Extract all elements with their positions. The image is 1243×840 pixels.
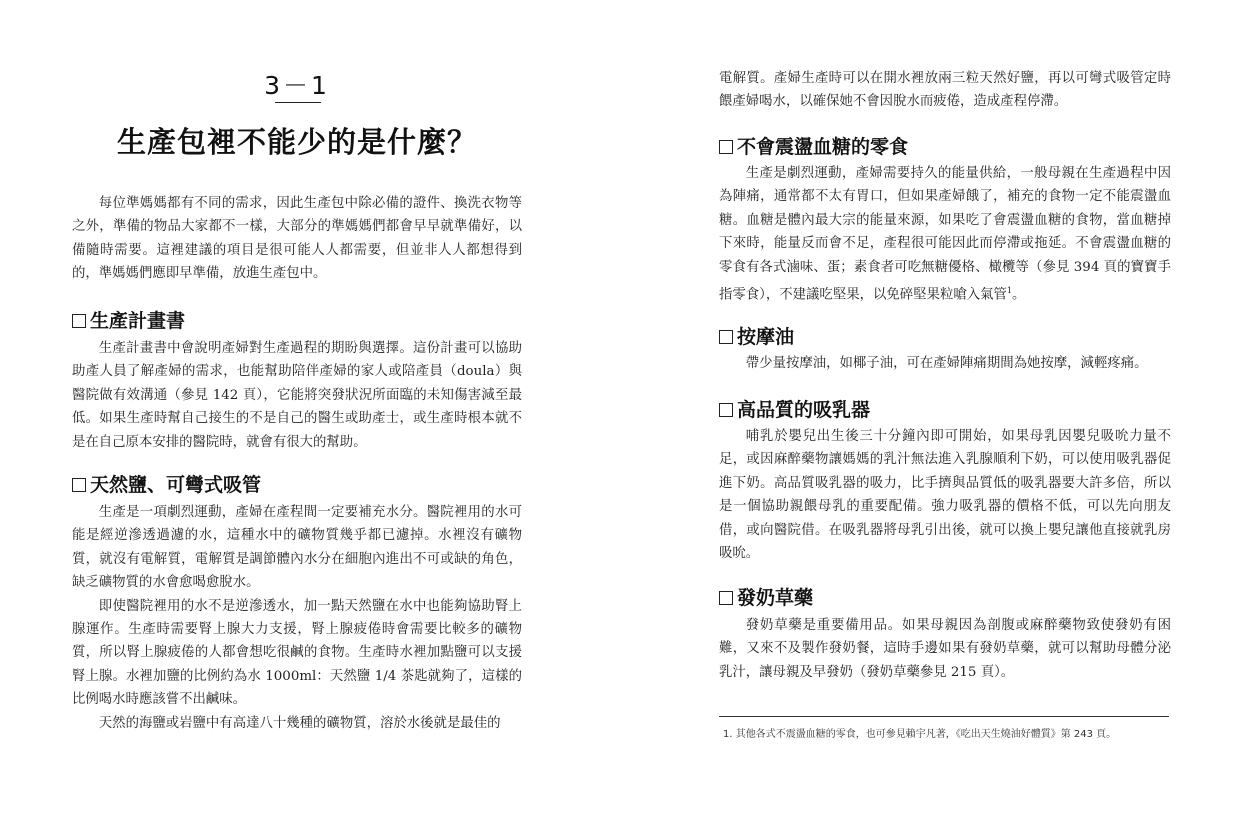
footnote-ref: 1: [1006, 286, 1012, 296]
continuation-paragraph: 電解質。產婦生產時可以在開水裡放兩三粒天然好鹽，再以可彎式吸管定時餵產婦喝水，以確保她不會因脫水而疲倦，造成產程停滯。: [719, 71, 1171, 110]
section-heading-herbs: 發奶草藥: [719, 585, 1171, 611]
right-page: [719, 0, 1171, 840]
section-heading-snacks: 不會震盪血糖的零食: [719, 134, 1171, 160]
section-heading-natural-salt: 天然鹽、可彎式吸管: [72, 472, 522, 498]
footnote-rule: [719, 716, 1169, 717]
massage-oil-paragraph: 帶少量按摩油，如椰子油，可在產婦陣痛期間為她按摩，減輕疼痛。: [745, 356, 1148, 371]
chapter-title: 生產包裡不能少的是什麼？: [116, 125, 477, 159]
birth-plan-paragraph: 生產計畫書中會說明產婦對生產過程的期盼與選擇。這份計畫可以協助助產人員了解產婦的需求，也能幫助陪伴產婦的家人或陪產員（doula）與醫院做有效溝通（參見 142 頁），它能將突發狀況所面臨的未知傷害減至最低。如果生產時幫自己接生的不是自己的醫生或助產士，或生產時根本就不是在自己原本安排的醫院時，就會有很大的幫助。: [72, 341, 522, 450]
checkbox-icon: [719, 591, 733, 605]
footnote: 1. 其他各式不震盪血糖的零食，也可參見賴宇凡著，《吃出天生燒油好體質》第 243 頁。: [723, 729, 1117, 740]
checkbox-icon: [719, 140, 733, 154]
checkbox-icon: [72, 314, 86, 328]
herbs-paragraph: 發奶草藥是重要備用品。如果母親因為剖腹或麻醉藥物致使發奶有困難，又來不及製作發奶餐，這時手邊如果有發奶草藥，就可以幫助母體分泌乳汁，讓母親及早發奶（發奶草藥參見 215 頁）。: [719, 618, 1171, 680]
checkbox-icon: [719, 330, 733, 344]
breast-pump-paragraph: 哺乳於嬰兒出生後三十分鐘內即可開始，如果母乳因嬰兒吸吮力量不足，或因麻醉藥物讓媽媽的乳汁無法進入乳腺順利下奶，可以使用吸乳器促進下奶。高品質吸乳器的吸力，比手擠與品質低的吸乳器要大許多倍，所以是一個協助親餵母乳的重要配備。強力吸乳器的價格不低，可以先向朋友借，或向醫院借。在吸乳器將母乳引出後，就可以換上嬰兒讓他直接就乳房吸吮。: [719, 429, 1171, 562]
section-heading-breast-pump: 高品質的吸乳器: [719, 397, 1171, 423]
chapter-rule: [275, 102, 321, 103]
checkbox-icon: [72, 478, 86, 492]
section-heading-massage-oil: 按摩油: [719, 324, 1171, 350]
checkbox-icon: [719, 403, 733, 417]
left-page: [72, 0, 522, 840]
section-heading-birth-plan: 生產計畫書: [72, 308, 522, 334]
snacks-paragraph: 生產是劇烈運動，產婦需要持久的能量供給，一般母親在生產過程中因為陣痛，通常都不太有胃口，但如果產婦餓了，補充的食物一定不能震盪血糖。血糖是體內最大宗的能量來源，如果吃了會震盪血糖的食物，當血糖掉下來時，能量反而會不足，產程很可能因此而停滯或拖延。不會震盪血糖的零食有各式滷味、蛋；素食者可吃無糖優格、橄欖等（參見 394 頁的寶寶手指零食），不建議吃堅果，以免碎堅果粒嗆入氣管$^1$。: [719, 166, 1171, 303]
natural-salt-paragraphs: 生產是一項劇烈運動，產婦在產程間一定要補充水分。醫院裡用的水可能是經逆滲透過濾的水，這種水中的礦物質幾乎都已濾掉。水裡沒有礦物質，就沒有電解質，電解質是調節體內水分在細胞內進出不可或缺的角色，缺乏礦物質的水會愈喝愈脫水。 即使醫院裡用的水不是逆滲透水，加一點天然鹽在水中也能夠協助腎上腺運作。生產時需要腎上腺大力支援，腎上腺疲倦時會需要比較多的礦物質，所以腎上腺疲倦的人都會想吃很鹹的食物。生產時水裡加點鹽可以支援腎上腺。水裡加鹽的比例約為水 1000ml：天然鹽 1/4 茶匙就夠了，這樣的比例喝水時應該嘗不出鹹味。 天然的海鹽或岩鹽中有高達八十幾種的礦物質，溶於水後就是最佳的: [72, 505, 522, 731]
intro-paragraph: 每位準媽媽都有不同的需求，因此生產包中除必備的證件、換洗衣物等之外，準備的物品大家都不一樣，大部分的準媽媽們都會早早就準備好，以備隨時需要。這裡建議的項目是很可能人人都需要，但並非人人都想得到的，準媽媽們應即早準備，放進生產包中。: [72, 196, 522, 282]
chapter-number: 3－1: [264, 71, 330, 100]
